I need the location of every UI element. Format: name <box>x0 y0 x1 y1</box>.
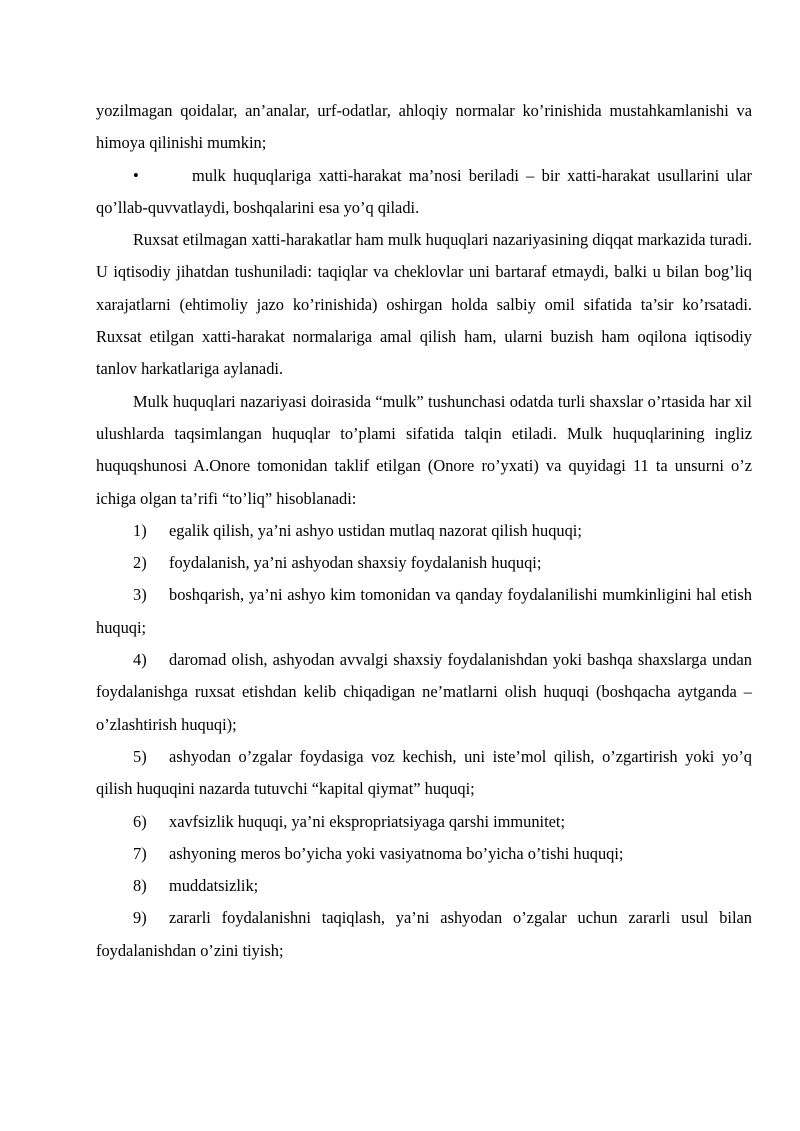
list-text: foydalanish, ya’ni ashyodan shaxsiy foydalanish huquqi; <box>169 553 542 573</box>
bullet-text: mulk huquqlariga xatti-harakat ma’nosi beriladi – bir xatti-harakat usullarini ular qo’llab-quvvatlaydi, boshqalarini esa yo’q qiladi. <box>96 165 752 217</box>
paragraph-property-concept: Mulk huquqlari nazariyasi doirasida “mulk” tushunchasi odatda turli shaxslar o’rtasida har xil ulushlarda taqsimlangan huquqlar to’plami sifatida talqin etiladi. Mulk huquqlarining ingliz huquqshunosi A.Onore tomonidan taklif etilgan (Onore ro’yxati) va quyidagi 11 ta unsurni o’z ichiga olgan ta’rifi “to’liq” hisoblanadi: <box>96 391 752 508</box>
bullet-paragraph <box>96 160 752 225</box>
document-page <box>96 95 752 967</box>
list-item <box>96 547 752 579</box>
list-number: 2) <box>133 553 147 573</box>
list-text: ashyodan o’zgalar foydasiga voz kechish, uni iste’mol qilish, o’zgartirish yoki yo’q qilish huquqini nazarda tutuvchi “kapital qiymat” huquqi; <box>96 746 752 799</box>
list-item <box>96 902 752 967</box>
list-item <box>96 806 752 838</box>
list-number: 7) <box>133 843 147 863</box>
paragraph-unauthorized-actions: Ruxsat etilmagan xatti-harakatlar ham mulk huquqlari nazariyasining diqqat markazida turadi. U iqtisodiy jihatdan tushuniladi: taqiqlar va cheklovlar uni bartaraf etmaydi, balki u bilan bog’liq xarajatlarni (ehtimoliy jazo ko’rinishida) oshirgan holda salbiy omil sifatida ta’sir ko’rsatadi. Ruxsat etilgan xatti-harakat normalariga amal qilish ham, ularni buzish ham oqilona iqtisodiy tanlov harkatlariga aylanadi. <box>96 230 752 379</box>
list-item <box>96 741 752 806</box>
list-text: muddatsizlik; <box>169 876 259 896</box>
list-text: ashyoning meros bo’yicha yoki vasiyatnoma bo’yicha o’tishi huquqi; <box>169 843 624 863</box>
list-item <box>96 515 752 547</box>
list-text: xavfsizlik huquqi, ya’ni ekspropriatsiyaga qarshi immunitet; <box>169 811 566 831</box>
list-item <box>96 870 752 902</box>
list-number: 6) <box>133 811 147 831</box>
list-text: boshqarish, ya’ni ashyo kim tomonidan va qanday foydalanilishi mumkinligini hal etish huquqi; <box>96 585 752 637</box>
list-text: egalik qilish, ya’ni ashyo ustidan mutlaq nazorat qilish huquqi; <box>169 520 582 540</box>
list-item <box>96 579 752 644</box>
list-number: 5) <box>133 746 147 766</box>
list-number: 1) <box>133 520 147 540</box>
list-number: 9) <box>133 908 147 928</box>
list-number: 8) <box>133 876 147 896</box>
list-item <box>96 644 752 741</box>
list-number: 4) <box>133 650 147 670</box>
list-text: daromad olish, ashyodan avvalgi shaxsiy foydalanishdan yoki bashqa shaxslarga undan foydalanishga ruxsat etishdan kelib chiqadigan ne’matlarni olish huquqi (boshqacha aytganda – o’zlashtirish huquqi); <box>96 650 752 734</box>
list-item <box>96 838 752 870</box>
list-text: zararli foydalanishni taqiqlash, ya’ni ashyodan o’zgalar uchun zararli usul bilan foydalanishdan o’zini tiyish; <box>96 908 752 960</box>
list-number: 3) <box>133 585 147 605</box>
paragraph-continuation: yozilmagan qoidalar, an’analar, urf-odatlar, ahloqiy normalar ko’rinishida mustahkamlanishi va himoya qilinishi mumkin; <box>96 101 752 153</box>
bullet-icon: • <box>133 165 139 185</box>
